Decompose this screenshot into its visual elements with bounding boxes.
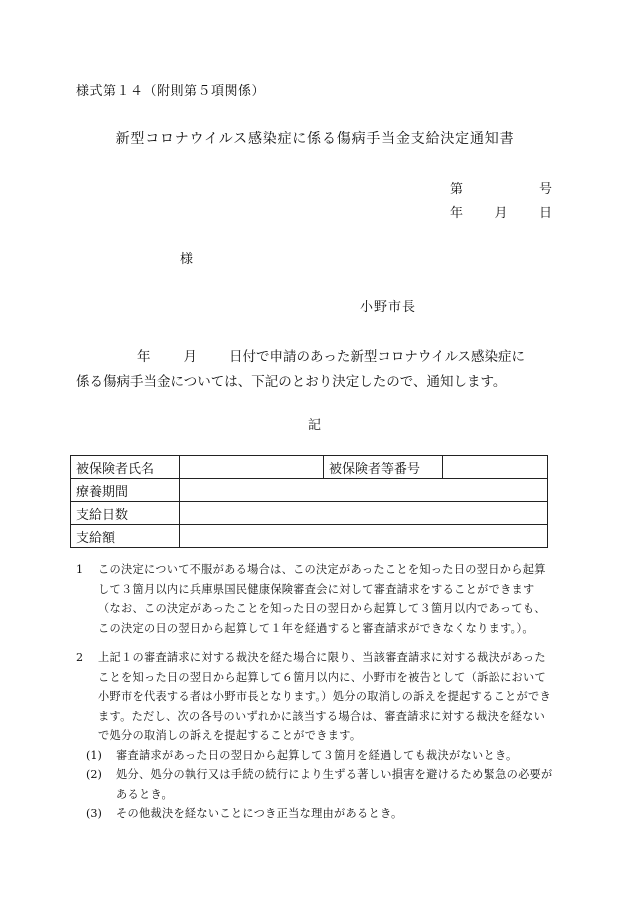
note-number: 1	[76, 563, 84, 576]
table-row	[71, 525, 548, 548]
payment-days-label: 支給日数	[71, 502, 180, 525]
note-1	[76, 560, 554, 638]
note-number: 2	[76, 651, 84, 664]
table-row	[71, 479, 548, 502]
notes	[76, 560, 554, 824]
body-month: 月	[183, 349, 197, 365]
note-text: この決定について不服がある場合は、この決定があったことを知った日の翌日から起算して３箇月以内に兵庫県国民健康保険審査会に対して審査請求をすることができます（なお、この決定があったことを知った日の翌日から起算して３箇月以内であっても、この決定の日の翌日から起算して１年を経過すると審査請求ができなくなります。）。	[98, 563, 546, 635]
addressee-suffix: 様	[180, 252, 194, 267]
treatment-period-label: 療養期間	[71, 479, 180, 502]
sub-item-3	[86, 804, 554, 824]
insured-number-value	[443, 456, 548, 479]
sub-item-text: 処分、処分の執行又は手続の続行により生ずる著しい損害を避けるため緊急の必要があるとき。	[116, 768, 553, 801]
document-title: 新型コロナウイルス感染症に係る傷病手当金支給決定通知書	[115, 131, 515, 147]
sub-item-number: (2)	[86, 768, 102, 781]
insured-number-label: 被保険者等番号	[324, 456, 443, 479]
table-row	[71, 456, 548, 479]
sub-item-text: 審査請求があった日の翌日から起算して３箇月を経過しても裁決がないとき。	[116, 748, 518, 762]
number-suffix: 号	[538, 182, 552, 197]
body-line1-rest: 日付で申請のあった新型コロナウイルス感染症に	[229, 349, 526, 365]
treatment-period-value	[180, 479, 548, 502]
payment-amount-value	[180, 525, 548, 548]
info-table	[70, 455, 548, 548]
note-text: 上記１の審査請求に対する裁決を経た場合に限り、当該審査請求に対する裁決があったことを知った日の翌日から起算して６箇月以内に、小野市を被告として（訴訟において小野市を代表する者は小野市長となります。）処分の取消しの訴えを提起することができます。ただし、次の各号のいずれかに該当する場合は、審査請求に対する裁決を経ないで処分の取消しの訴えを提起することができます。	[98, 651, 552, 742]
form-number-label: 様式第１４（附則第５項関係）	[76, 84, 266, 99]
payment-amount-label: 支給額	[71, 525, 180, 548]
sub-item-text: その他裁決を経ないことにつき正当な理由があるとき。	[116, 807, 403, 820]
ki-heading: 記	[308, 418, 322, 433]
sub-item-1	[86, 746, 554, 766]
notice-number	[450, 178, 552, 197]
date-year: 年	[450, 206, 464, 221]
sub-item-number: (3)	[86, 807, 102, 820]
date-month: 月	[494, 206, 508, 221]
insured-name-label: 被保険者氏名	[71, 456, 180, 479]
insured-name-value	[180, 456, 324, 479]
sub-item-2	[86, 765, 554, 804]
payment-days-value	[180, 502, 548, 525]
body-line-2: 係る傷病手当金については、下記のとおり決定したので、通知します。	[76, 374, 507, 390]
table-row	[71, 502, 548, 525]
issuer: 小野市長	[360, 300, 417, 315]
number-prefix: 第	[450, 182, 464, 197]
body-year: 年	[137, 349, 151, 365]
sub-item-number: (1)	[86, 748, 102, 762]
date-day: 日	[538, 206, 552, 221]
notice-date	[450, 202, 552, 221]
note-2	[76, 648, 554, 746]
body-line-1	[137, 345, 525, 365]
